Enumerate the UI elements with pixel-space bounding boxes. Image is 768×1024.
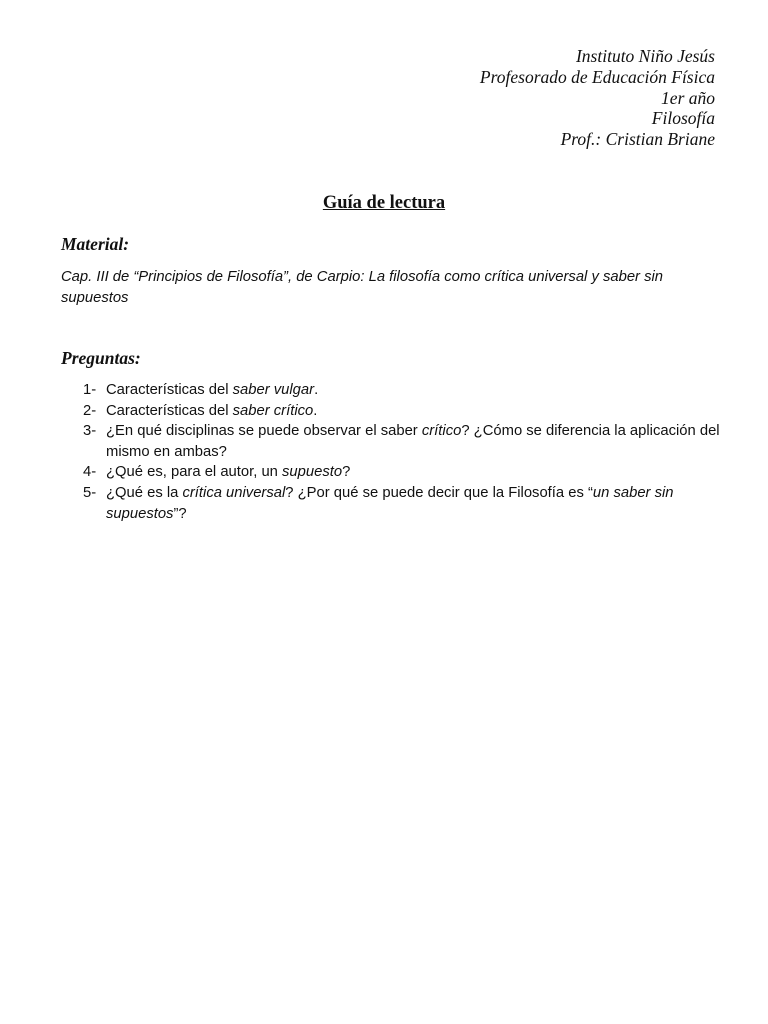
header-line-institution: Instituto Niño Jesús [575,46,715,66]
material-heading: Material: [61,234,130,254]
question-number: 5- [83,484,97,501]
text-run: ”? [173,505,187,522]
text-run: Características del [106,382,233,398]
text-run: Características del [106,402,233,419]
text-run: ¿Qué es, para el autor, un [106,464,283,481]
question-number: 3- [83,423,97,440]
question-item [83,380,723,401]
text-run: ? ¿Por qué se puede decir que la Filosofía es “ [285,484,593,501]
question-number: 1- [83,382,97,398]
page-title: Guía de lectura [322,193,446,213]
header-line-program: Profesorado de Educación Física [479,66,715,87]
question-item [83,401,723,422]
text-run: . [313,402,318,419]
text-run: ? ¿Cómo se diferencia la aplicación del mismo en ambas? [106,423,720,460]
preguntas-heading: Preguntas: [61,348,141,368]
material-text: Cap. III de “Principios de Filosofía”, de Carpio: La filosofía como crítica universal y saber sin supuestos [61,269,664,306]
emphasis-text: un saber sin supuestos [106,484,674,522]
text-run: ¿Qué es la [106,484,183,501]
questions-list [83,380,723,524]
question-item [83,483,723,524]
question-text [106,382,318,398]
question-text [106,423,720,460]
emphasis-text: supuesto [282,464,343,481]
text-run: ? [342,464,351,481]
institution-header [480,46,715,150]
emphasis-text: crítico [421,423,462,440]
question-text [106,485,674,522]
question-text [106,464,350,480]
question-item [83,421,723,462]
header-line-subject: Filosofía [651,108,715,129]
text-run: ¿En qué disciplinas se puede observar el saber [106,423,422,440]
question-text [106,403,317,419]
emphasis-text: crítica universal [182,484,286,501]
emphasis-text: saber crítico [232,402,314,419]
header-line-year: 1er año [661,87,715,108]
page-title-wrapper [0,192,768,214]
question-number: 4- [83,464,97,481]
question-number: 2- [83,402,97,419]
question-item [83,462,723,483]
emphasis-text: saber vulgar [232,382,315,398]
text-run: . [314,382,319,398]
header-line-professor: Prof.: Cristian Briane [560,129,715,150]
